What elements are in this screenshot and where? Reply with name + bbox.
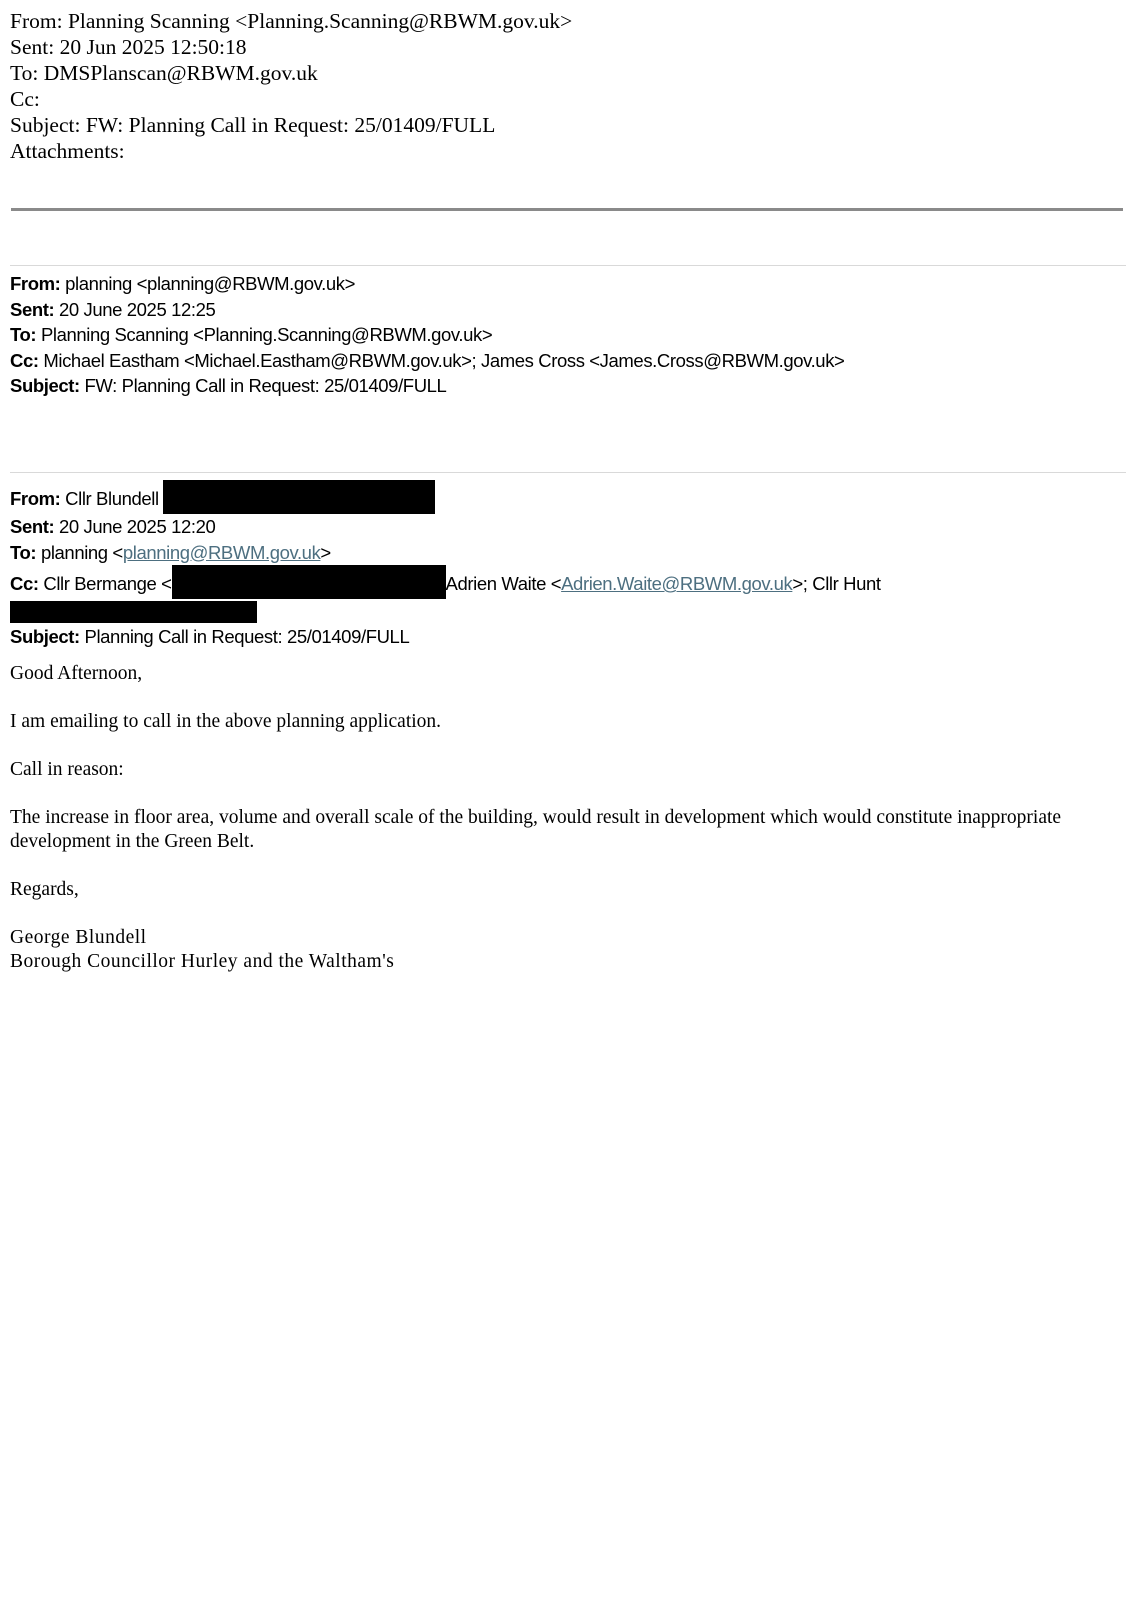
fwd1-to-row [10,322,844,348]
signature-title: Borough Councillor Hurley and the Waltham's [10,951,395,972]
fwd2-subject-value: Planning Call in Request: 25/01409/FULL [79,626,410,648]
fwd2-subject-row [10,624,881,650]
message-body [10,662,1110,974]
outer-email-header [10,8,572,164]
outer-from: From: Planning Scanning <Planning.Scanning@RBWM.gov.uk> [10,9,573,33]
fwd2-to-suffix: > [320,541,331,563]
outer-subject: Subject: FW: Planning Call in Request: 25/01409/FULL [10,113,496,137]
forwarded-header-2 [10,480,881,650]
fwd1-to-value: Planning Scanning <Planning.Scanning@RBWM.gov.uk> [36,324,493,346]
forward-divider-1 [10,265,1126,266]
fwd2-cc-row [10,565,881,599]
fwd2-from-value: Cllr Blundell [60,488,164,509]
fwd2-cc-continuation-row [10,599,881,624]
fwd1-from-value: planning <planning@RBWM.gov.uk> [60,273,356,294]
fwd1-sent-label: Sent: [10,298,55,320]
fwd2-sent-value: 20 June 2025 12:20 [54,516,216,537]
fwd2-to-label: To: [10,541,37,563]
fwd2-cc-prefix: Cllr Bermange < [38,573,172,595]
redaction-block [163,480,435,514]
fwd1-sent-value: 20 June 2025 12:25 [54,298,216,320]
planning-email-link[interactable]: planning@RBWM.gov.uk [122,541,321,563]
fwd2-to-row [10,540,881,566]
fwd1-sent-row [10,297,844,323]
header-divider [11,208,1123,211]
outer-cc: Cc: [10,87,40,111]
forwarded-header-1 [10,271,844,399]
fwd2-cc-label: Cc: [10,573,39,595]
fwd1-from-label: From: [10,273,61,294]
fwd1-subject-value: FW: Planning Call in Request: 25/01409/FULL [79,375,447,397]
fwd2-sent-row [10,514,881,540]
fwd1-cc-value: Michael Eastham <Michael.Eastham@RBWM.gov.uk>; James Cross <James.Cross@RBWM.gov.uk> [38,349,845,371]
call-in-reason-text: The increase in floor area, volume and overall scale of the building, would result in development which would constitute inappropriate development in the Green Belt. [10,807,1062,852]
fwd1-cc-label: Cc: [10,349,39,371]
fwd2-sent-label: Sent: [10,516,55,537]
call-in-reason-label: Call in reason: [10,759,124,780]
greeting: Good Afternoon, [10,663,143,684]
fwd2-subject-label: Subject: [10,626,80,648]
fwd1-to-label: To: [10,324,37,346]
outer-to: To: DMSPlanscan@RBWM.gov.uk [10,61,318,85]
redaction-block [10,601,257,623]
signature-name: George Blundell [10,927,147,948]
fwd1-subject-row [10,373,844,399]
closing: Regards, [10,879,79,900]
outer-sent: Sent: 20 Jun 2025 12:50:18 [10,35,247,59]
fwd2-from-label: From: [10,488,61,509]
fwd1-from-row [10,271,844,297]
fwd2-cc-mid: Adrien Waite < [445,573,562,595]
intro-paragraph: I am emailing to call in the above planning application. [10,711,442,732]
redaction-block [172,565,446,599]
fwd1-cc-row [10,348,844,374]
fwd2-cc-suffix: >; Cllr Hunt [792,573,881,595]
forward-divider-2 [10,472,1126,473]
adrien-waite-email-link[interactable]: Adrien.Waite@RBWM.gov.uk [561,573,793,595]
outer-attachments: Attachments: [10,139,125,163]
fwd1-subject-label: Subject: [10,375,80,397]
fwd2-to-prefix: planning < [36,541,123,563]
fwd2-from-row [10,480,881,514]
